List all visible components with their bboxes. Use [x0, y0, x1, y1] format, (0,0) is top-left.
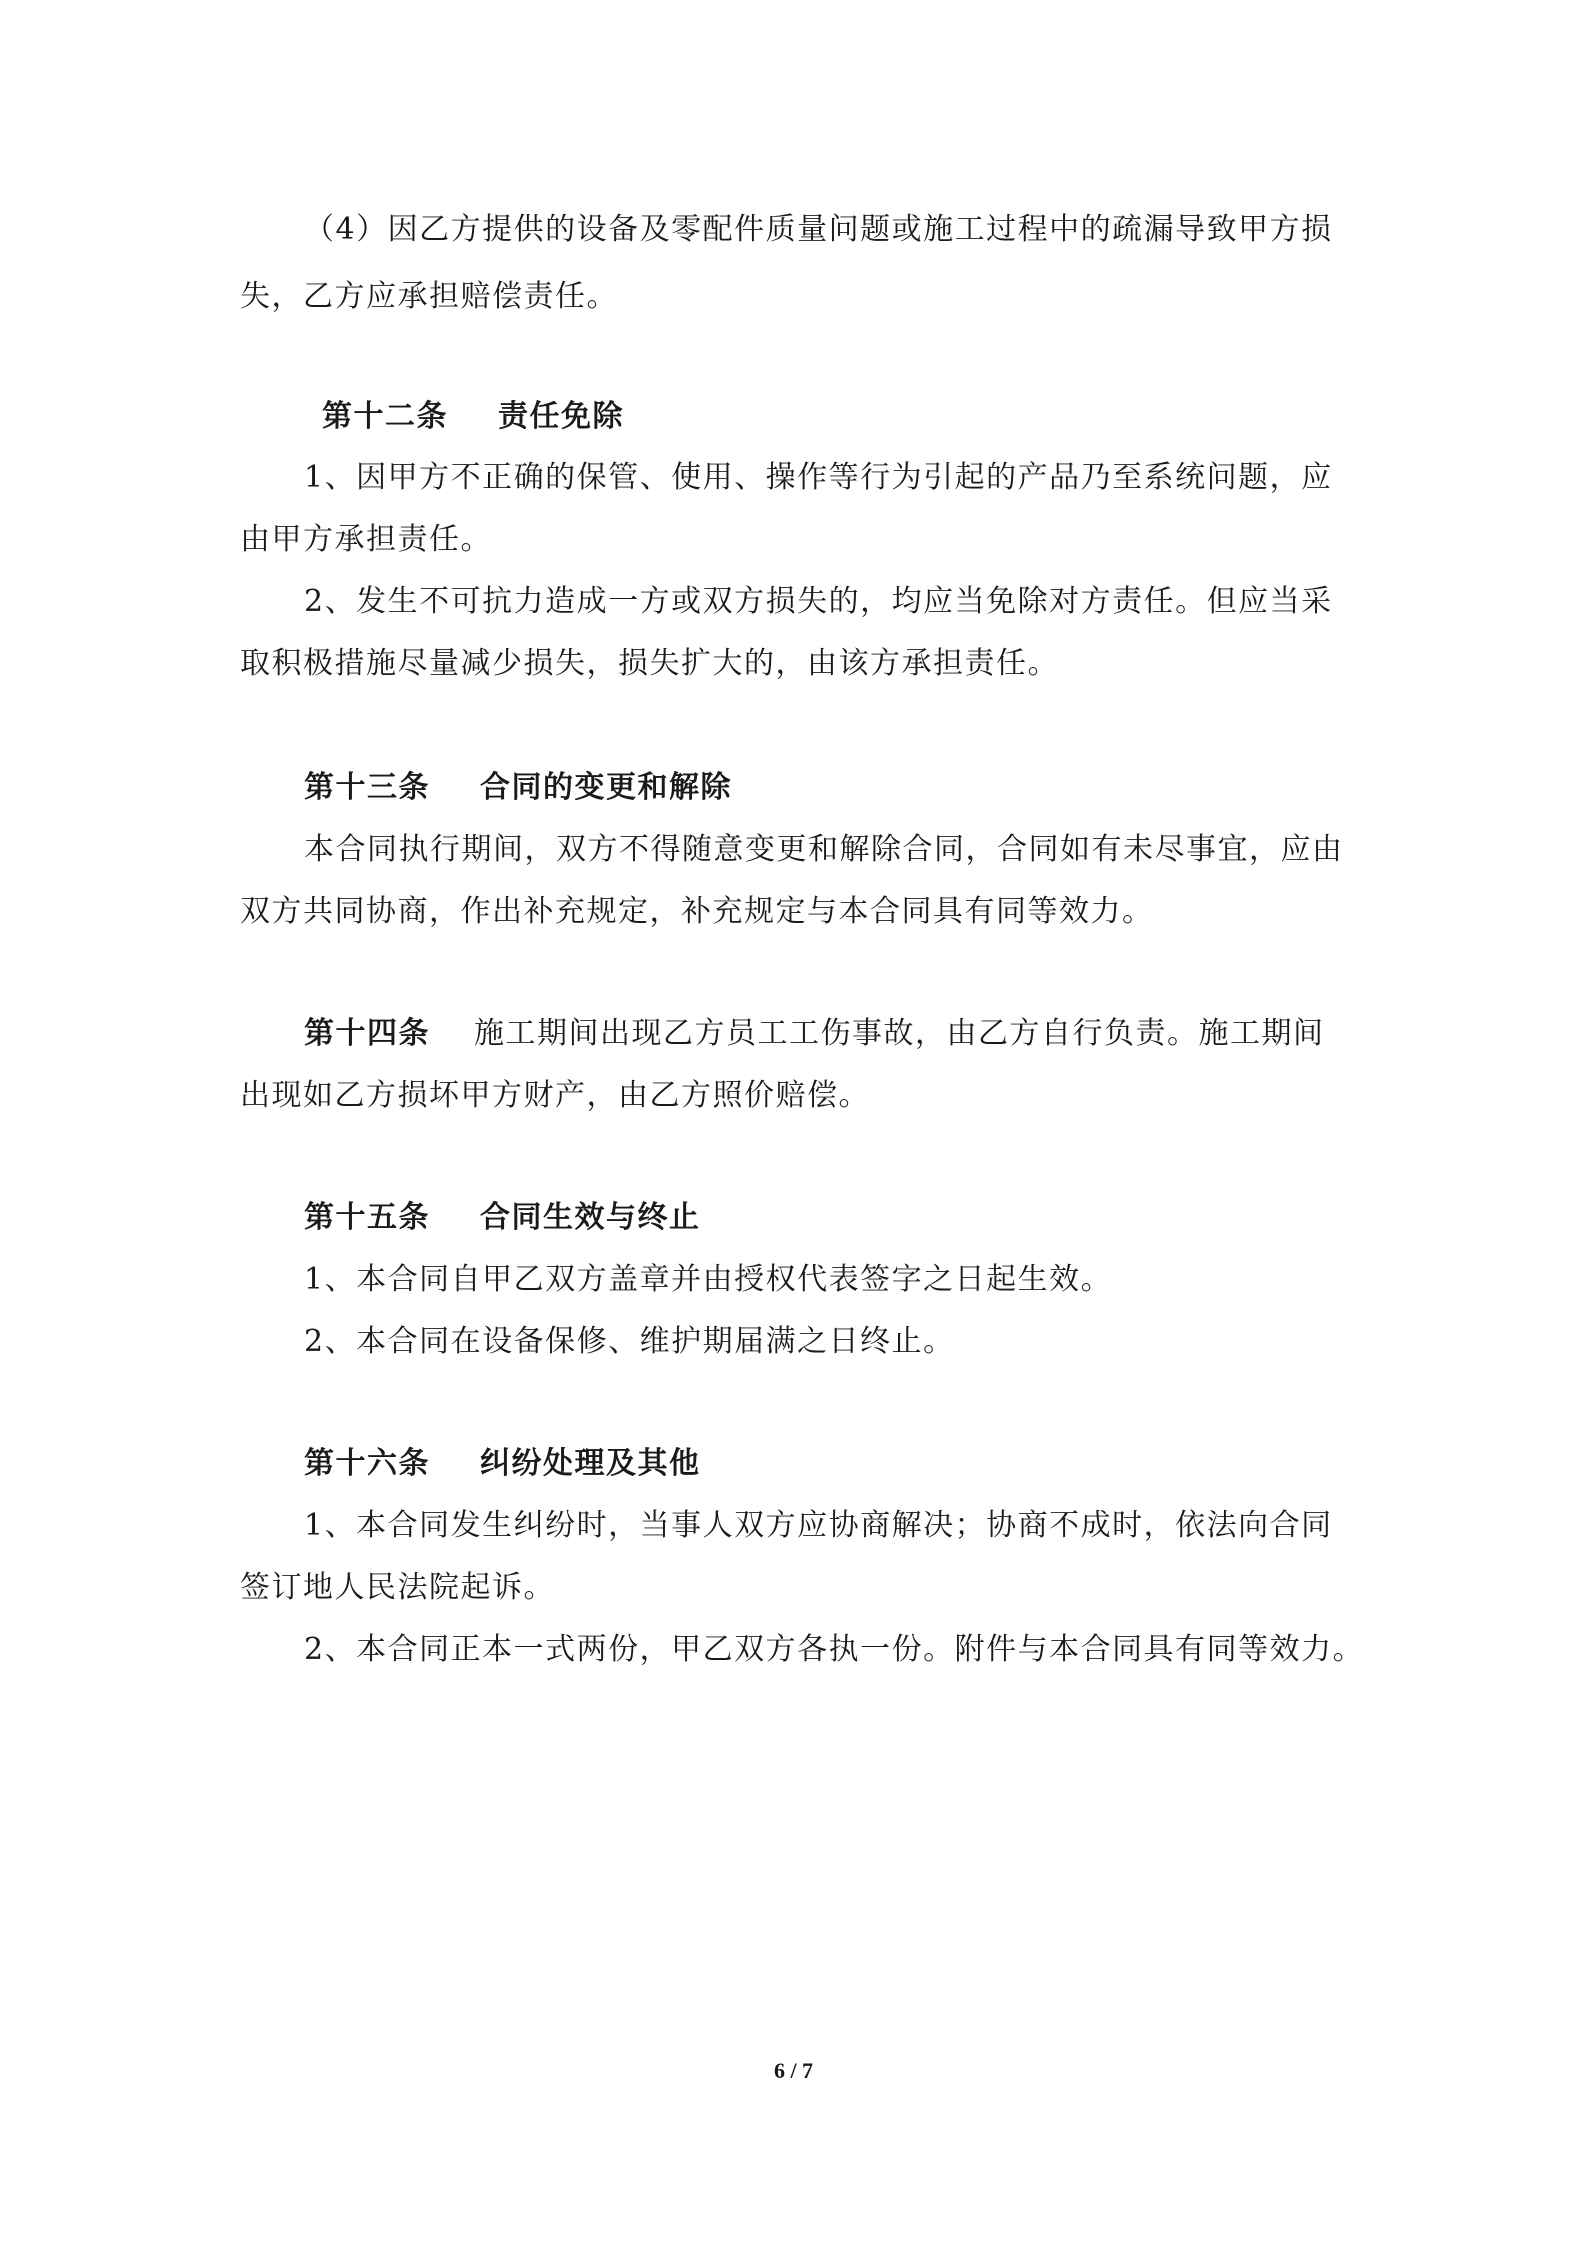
article-number: 第十二条 — [322, 399, 448, 434]
article-heading — [304, 1196, 701, 1240]
paragraph-line: 出现如乙方损坏甲方财产，由乙方照价赔偿。 — [240, 1078, 870, 1113]
article-heading — [322, 395, 624, 439]
paragraph-line: 失，乙方应承担赔偿责任。 — [240, 279, 618, 314]
article-heading — [304, 1012, 1325, 1056]
paragraph-line: 双方共同协商，作出补充规定，补充规定与本合同具有同等效力。 — [240, 894, 1154, 929]
paragraph-line: 施工期间出现乙方员工工伤事故，由乙方自行负责。施工期间 — [474, 1016, 1325, 1051]
paragraph-line: （4）因乙方提供的设备及零配件质量问题或施工过程中的疏漏导致甲方损 — [304, 212, 1333, 247]
article-title: 合同生效与终止 — [480, 1200, 701, 1235]
paragraph-line: 2、发生不可抗力造成一方或双方损失的，均应当免除对方责任。但应当采 — [304, 584, 1333, 619]
paragraph-line: 签订地人民法院起诉。 — [240, 1570, 555, 1605]
paragraph-line: 由甲方承担责任。 — [240, 522, 492, 557]
article-number: 第十三条 — [304, 770, 430, 805]
article-number: 第十四条 — [304, 1016, 430, 1051]
paragraph-line: 本合同执行期间，双方不得随意变更和解除合同，合同如有未尽事宜，应由 — [304, 832, 1344, 867]
article-number: 第十六条 — [304, 1446, 430, 1481]
article-heading — [304, 1442, 701, 1486]
article-title: 合同的变更和解除 — [480, 770, 732, 805]
paragraph-line: 2、本合同在设备保修、维护期届满之日终止。 — [304, 1324, 955, 1359]
paragraph-line: 2、本合同正本一式两份，甲乙双方各执一份。附件与本合同具有同等效力。 — [304, 1632, 1365, 1667]
article-title: 纠纷处理及其他 — [480, 1446, 701, 1481]
paragraph-line: 取积极措施尽量减少损失，损失扩大的，由该方承担责任。 — [240, 646, 1059, 681]
paragraph-line: 1、本合同发生纠纷时，当事人双方应协商解决；协商不成时，依法向合同 — [304, 1508, 1333, 1543]
article-title: 责任免除 — [498, 399, 624, 434]
page-number: 6 / 7 — [773, 2058, 814, 2083]
article-heading — [304, 766, 732, 810]
paragraph-line: 1、因甲方不正确的保管、使用、操作等行为引起的产品乃至系统问题，应 — [304, 460, 1333, 495]
paragraph-line: 1、本合同自甲乙双方盖章并由授权代表签字之日起生效。 — [304, 1262, 1113, 1297]
article-number: 第十五条 — [304, 1200, 430, 1235]
